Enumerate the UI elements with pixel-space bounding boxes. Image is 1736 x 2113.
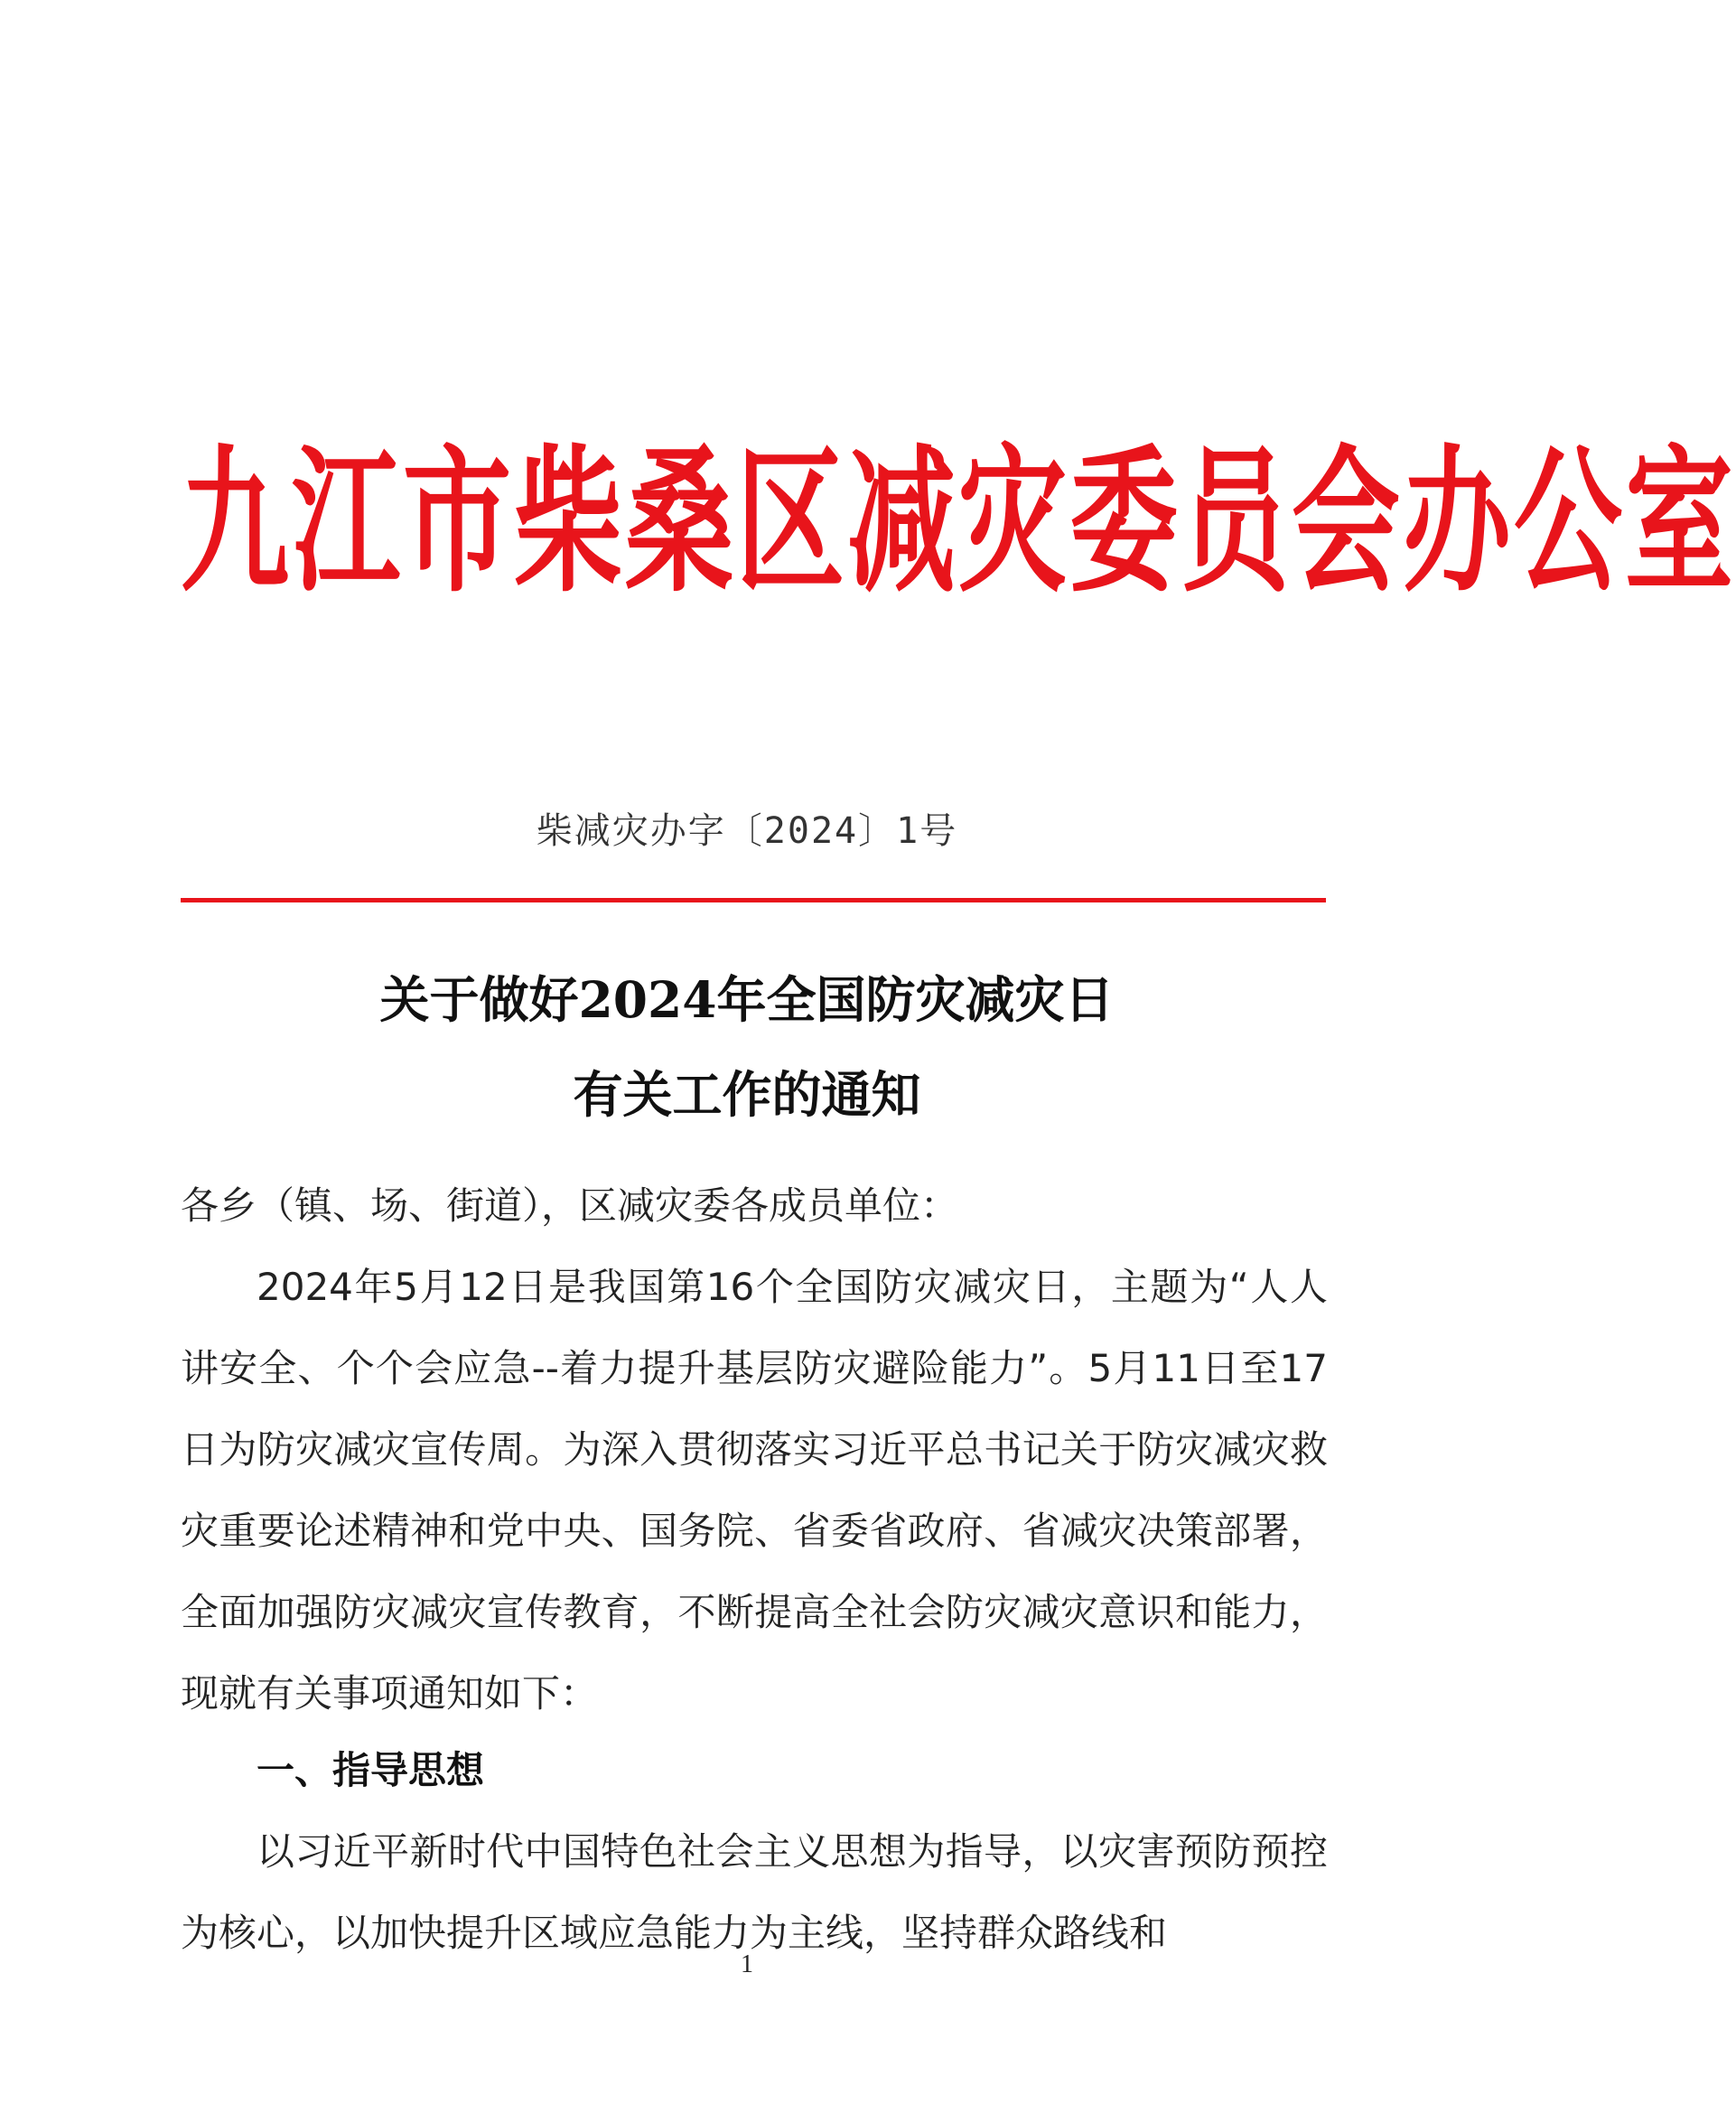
body-paragraph-2: 以习近平新时代中国特色社会主义思想为指导，以灾害预防预控为核心，以加快提升区域应急能力为主线，坚持群众路线和 — [181, 1829, 1328, 1955]
issuer-header: 九江市柴桑区减灾委员会办公室 — [181, 432, 1736, 615]
salutation: 各乡（镇、场、街道），区减灾委各成员单位： — [181, 1183, 959, 1228]
section-heading-1: 一、指导思想 — [257, 1748, 485, 1792]
document-title-line-1: 关于做好2024年全国防灾减灾日 — [379, 970, 1115, 1029]
document-number: 柴减灾办字〔2024〕1号 — [536, 810, 958, 852]
body-paragraph-1: 2024年5月12日是我国第16个全国防灾减灾日，主题为“人人讲安全、个个会应急--着力提升基层防灾避险能力”。5月11日至17日为防灾减灾宣传周。为深入贯彻落实习近平总书记关于防灾减灾救灾重要论述精神和党中央、国务院、省委省政府、省减灾决策部署，全面加强防灾减灾宣传教育，不断提高全社会防灾减灾意识和能力，现就有关事项通知如下： — [181, 1265, 1328, 1716]
document-title-line-2: 有关工作的通知 — [573, 1065, 921, 1124]
page-number: 1 — [741, 1950, 753, 1978]
red-divider-line — [181, 898, 1326, 902]
